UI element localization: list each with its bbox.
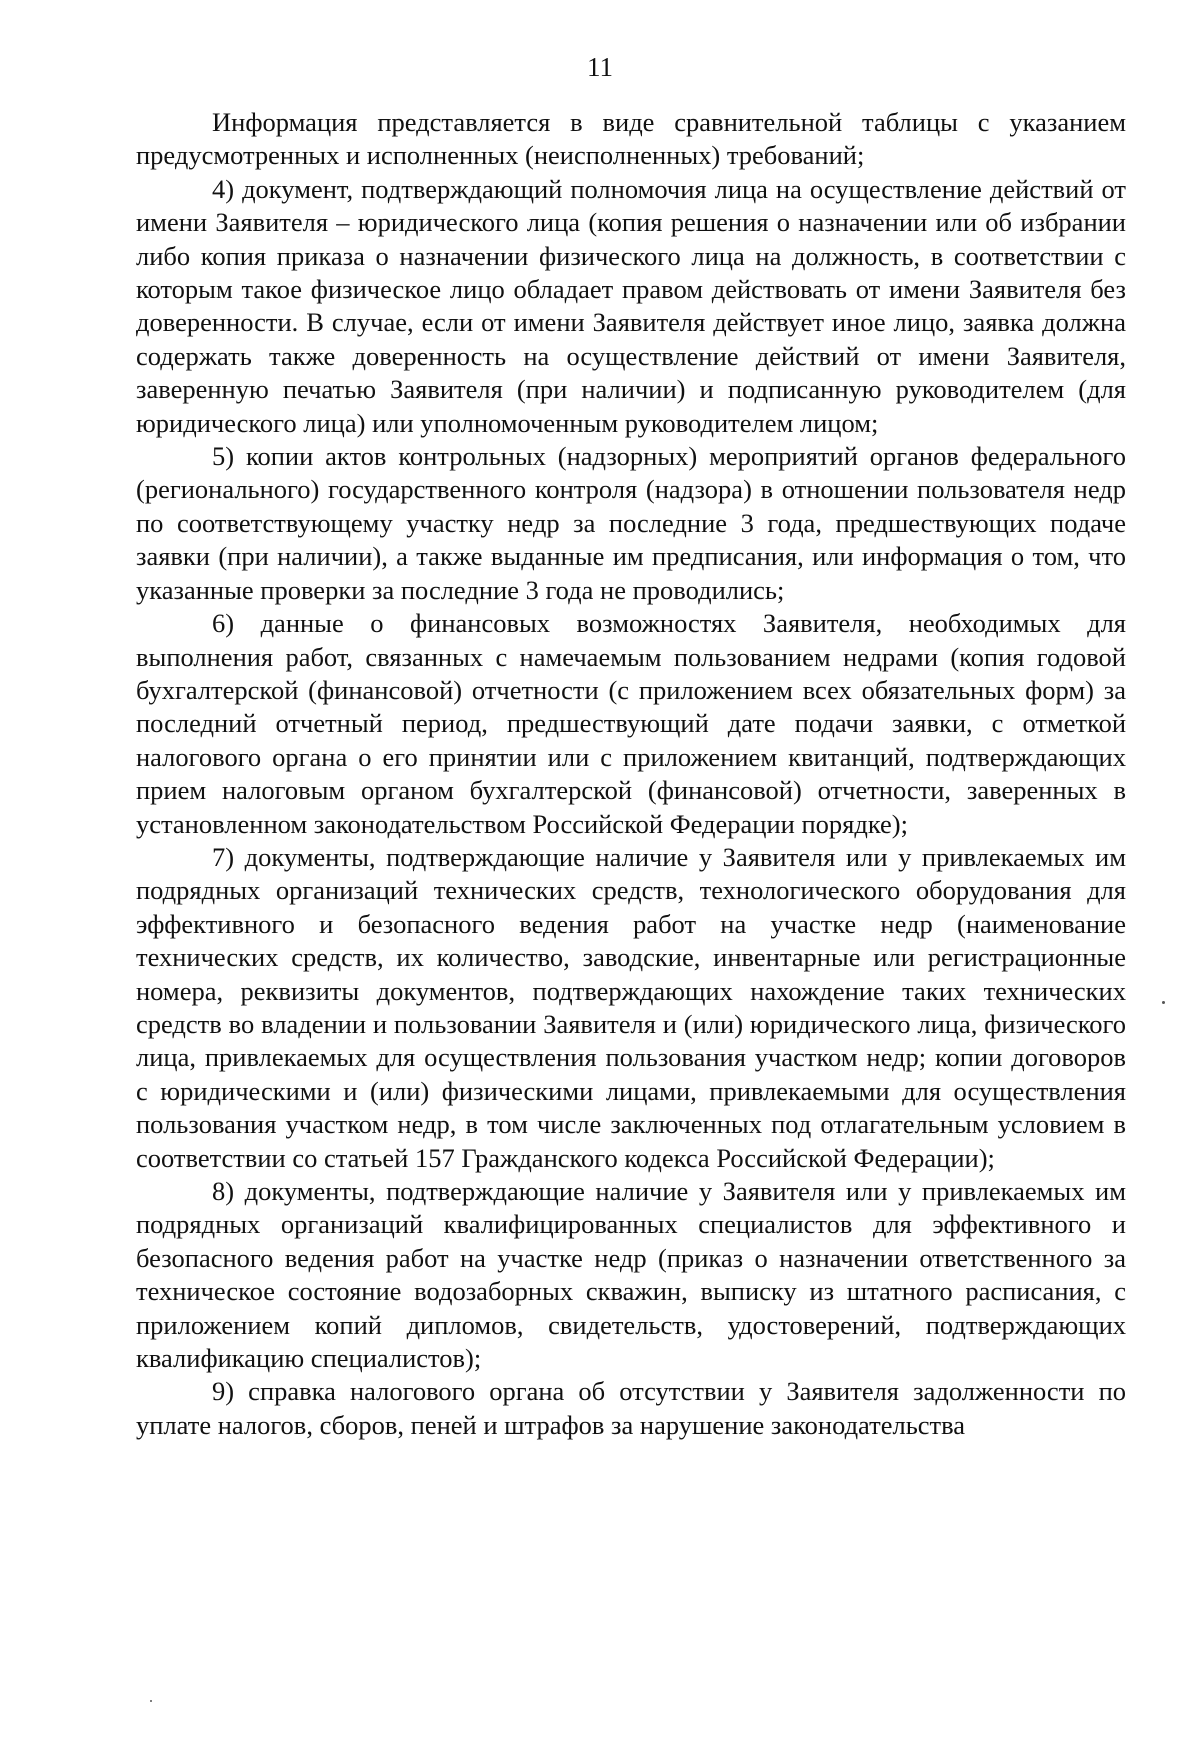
paragraph-comparison-table: Информация представляется в виде сравнительной таблицы с указанием предусмотренных и исполненных (неисполненных) требований; <box>136 107 1126 171</box>
document-body <box>136 106 1126 1442</box>
paragraph-item-6-financial-data: 6) данные о финансовых возможностях Заявителя, необходимых для выполнения работ, связанных с намечаемым пользованием недрами (копия годовой бухгалтерской (финансовой) отчетности (с приложением всех обязательных форм) за последний отчетный период, предшествующий дате подачи заявки, с отметкой налогового органа о его принятии или с приложением квитанций, подтверждающих прием налоговым органом бухгалтерской (финансовой) отчетности, заверенных в установленном законодательством Российской Федерации порядке); <box>136 608 1126 839</box>
paragraph-item-4-authority-document: 4) документ, подтверждающий полномочия лица на осуществление действий от имени Заявителя – юридического лица (копия решения о назначении или об избрании либо копия приказа о назначении физического лица на должность, в соответствии с которым такое физическое лицо обладает правом действовать от имени Заявителя без доверенности. В случае, если от имени Заявителя действует иное лицо, заявка должна содержать также доверенность на осуществление действий от имени Заявителя, заверенную печатью Заявителя (при наличии) и подписанную руководителем (для юридического лица) или уполномоченным руководителем лицом; <box>136 173 1126 438</box>
paragraph-item-8-specialists: 8) документы, подтверждающие наличие у Заявителя или у привлекаемых им подрядных организаций квалифицированных специалистов для эффективного и безопасного ведения работ на участке недр (приказ о назначении ответственного за техническое состояние водозаборных скважин, выписку из штатного расписания, с приложением копий дипломов, свидетельств, удостоверений, подтверждающих квалификацию специалистов); <box>136 1176 1126 1374</box>
paragraph-item-7-technical-means: 7) документы, подтверждающие наличие у Заявителя или у привлекаемых им подрядных организаций технических средств, технологического оборудования для эффективного и безопасного ведения работ на участке недр (наименование технических средств, их количество, заводские, инвентарные или регистрационные номера, реквизиты документов, подтверждающих нахождение таких технических средств во владении и пользовании Заявителя и (или) юридического лица, физического лица, привлекаемых для осуществления пользования участком недр; копии договоров с юридическими и (или) физическими лицами, привлекаемыми для осуществления пользования участком недр, в том числе заключенных под отлагательным условием в соответствии со статьей 157 Гражданского кодекса Российской Федерации); <box>136 841 1126 1173</box>
scan-speck <box>1162 1001 1165 1004</box>
paragraph-item-9-tax-certificate: 9) справка налогового органа об отсутствии у Заявителя задолженности по уплате налогов, сборов, пеней и штрафов за нарушение законодательства <box>136 1376 1126 1440</box>
page-number: 11 <box>587 52 613 82</box>
paragraph-item-5-inspection-acts: 5) копии актов контрольных (надзорных) мероприятий органов федерального (регионального) государственного контроля (надзора) в отношении пользователя недр по соответствующему участку недр за последние 3 года, предшествующих подаче заявки (при наличии), а также выданные им предписания, или информация о том, что указанные проверки за последние 3 года не проводились; <box>136 441 1126 605</box>
scan-speck <box>150 1700 152 1702</box>
